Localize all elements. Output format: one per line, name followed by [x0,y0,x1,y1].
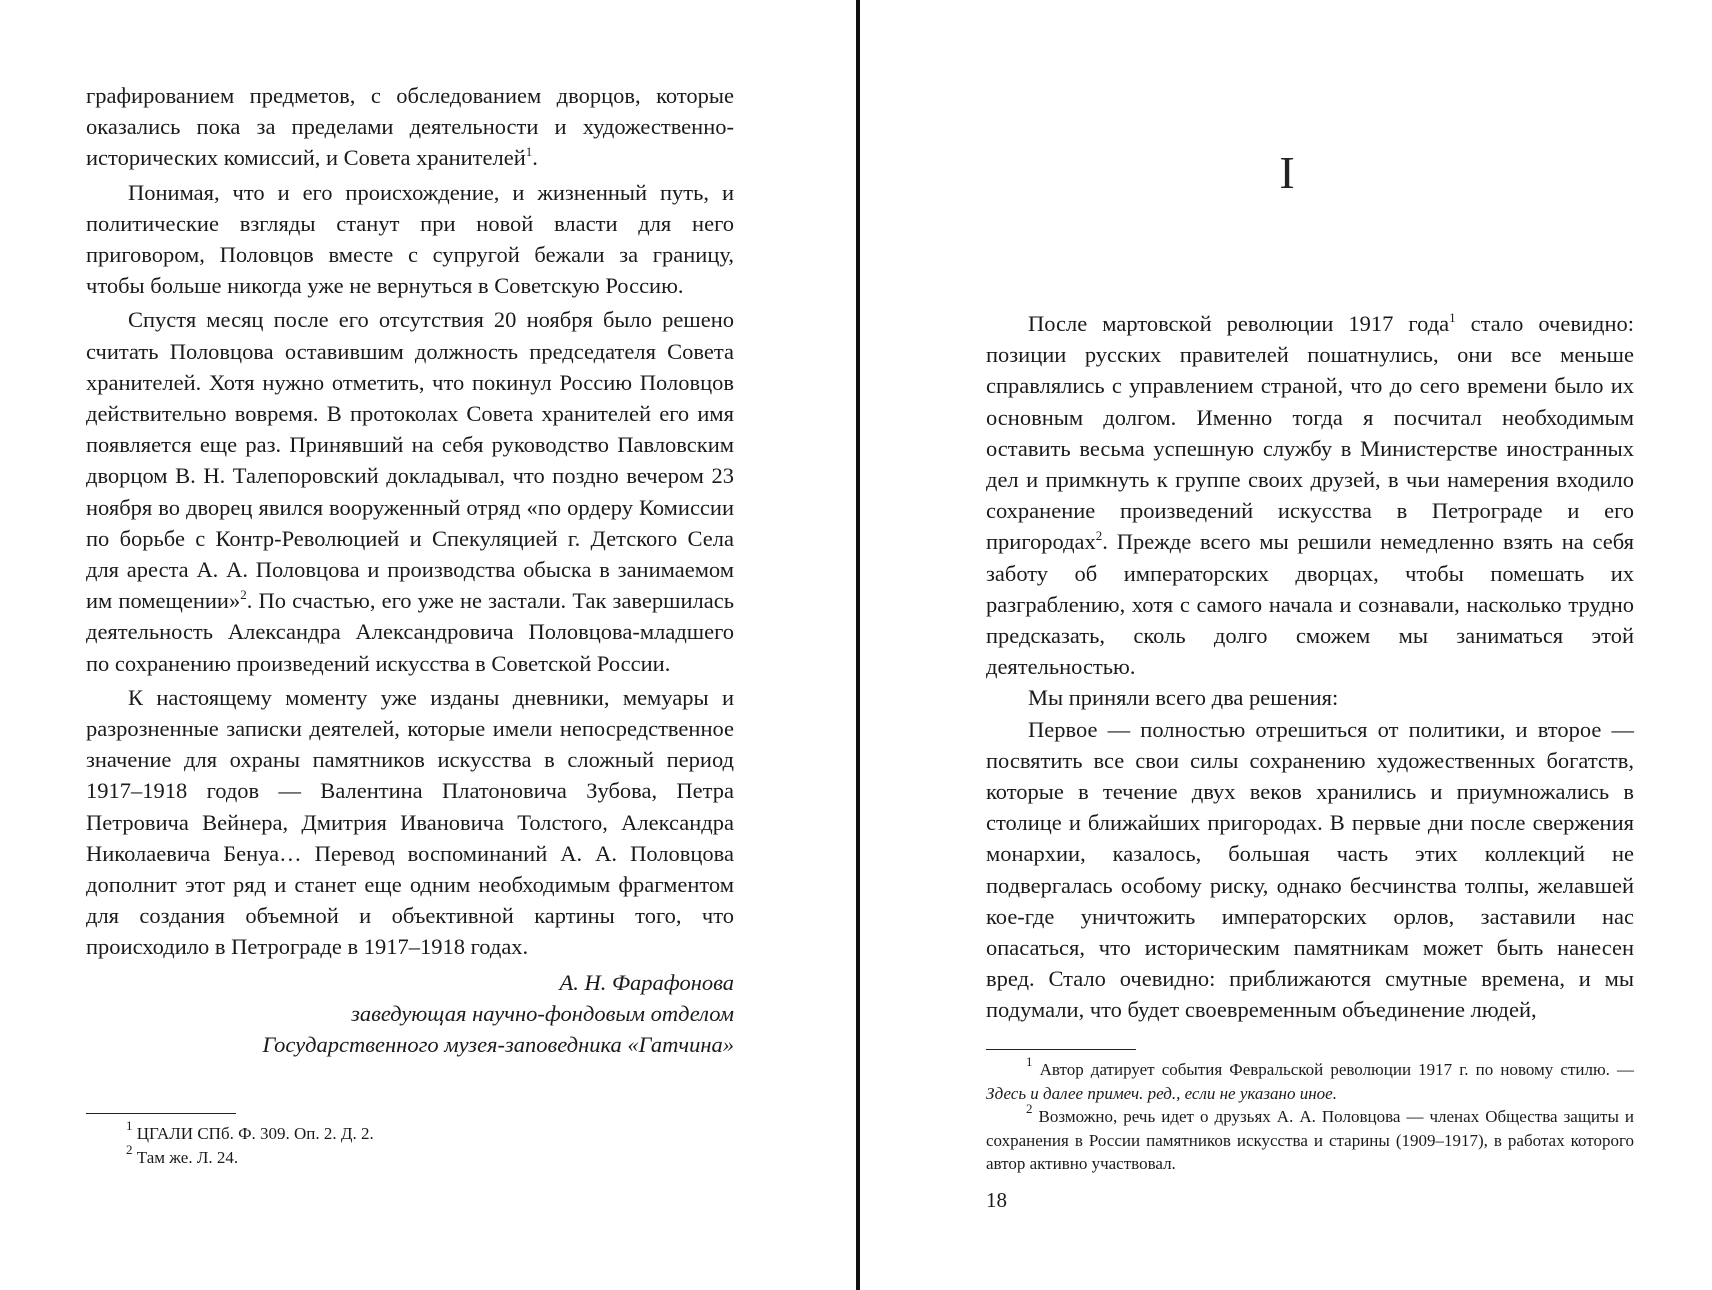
footnote-ref-2: 2 [240,587,247,603]
signature-institution: Государственного музея-заповедника «Гатчина» [262,1032,734,1058]
footnote-ref-1: 1 [1449,310,1456,325]
signature-block [86,967,734,1061]
signature-name: А. Н. Фарафонова [559,969,734,995]
footnote-ref-2: 2 [1095,528,1103,544]
left-paragraph-1: графированием предметов, с обследованием дворцов, которые оказались пока за пределами деятельности и художественно-исторических комиссий, и Совета хранителей$^1$. [86,83,734,171]
left-text-column [86,80,734,1060]
right-paragraph-3: Первое — полностью отрешиться от политики, и второе — посвятить все свои силы сохранению художественных богатств, которые в течение двух веков хранились и приумножались в столице и ближайших пригородах. В первые дни после свержения монархии, казалось, большая часть этих коллекций не подвергалась особому риску, однако бесчинства толпы, желавшей кое-где уничтожить императорских орлов, заставили нас опасаться, что историческим памятникам может быть нанесен вред. Стало очевидно: приближаются смутные времена, и мы подумали, что будет своевременным объединение людей, [986,716,1634,1023]
signature-position: заведующая научно-фондовым отделом [351,1000,734,1026]
footnote: $^1$ ЦГАЛИ СПб. Ф. 309. Оп. 2. Д. 2. [126,1118,374,1143]
right-page [862,0,1712,1290]
left-paragraph-4: К настоящему моменту уже изданы дневники, мемуары и разрозненные записки деятелей, которые имели непосредственное значение для охраны памятников искусства в сложный период 1917–1918 годов — Валентина Платоновича Зубова, Петра Петровича Вейнера, Дмитрия Ивановича Толстого, Александра Николаевича Бенуа… Перевод воспоминаний А. А. Половцова дополнит этот ряд и станет еще одним необходимым фрагментом для создания объемной и объективной картины того, что происходило в Петрограде в 1917–1918 годах. [86,684,734,960]
footnote-ref-1: 1 [525,144,533,160]
left-paragraph-2: Понимая, что и его происхождение, и жизненный путь, и политические взгляды станут при новой власти для него приговором, Половцов вместе с супругой бежали за границу, чтобы больше никогда уже не вернуться в Советскую Россию. [86,179,734,299]
right-paragraph-1: После мартовской революции 1917 года$^1$ стало очевидно: позиции русских правителей пошатнулись, они все меньше справлялись с управлением страной, что до сего времени было их основным долгом. Именно тогда я посчитал необходимым оставить весьма успешную службу в Министерстве иностранных дел и примкнуть к группе своих друзей, в чьи намерения входило сохранение произведений искусства в Петрограде и его пригородах$^2$. Прежде всего мы решили немедленно взять на себя заботу об императорских дворцах, чтобы помешать их разграблению, хотя с самого начала и сознавали, насколько трудно предсказать, сколь долго сможем мы заниматься этой деятельностью. [986,310,1634,680]
right-paragraph-2: Мы приняли всего два решения: [1028,685,1339,711]
footnote-rule [86,1113,236,1114]
footnote: $^2$ Там же. Л. 24. [126,1142,239,1167]
left-footnotes [86,1118,734,1170]
left-paragraph-3: Спустя месяц после его отсутствия 20 ноября было решено считать Половцова оставившим должность председателя Совета хранителей. Хотя нужно отметить, что покинул Россию Половцов действительно вовремя. В протоколах Совета хранителей его имя появляется еще раз. Принявший на себя руководство Павловским дворцом В. Н. Талепоровский докладывал, что поздно вечером 23 ноября во дворец явился вооруженный отряд «по ордеру Комиссии по борьбе с Контр-Революцией и Спекуляцией г. Детского Села для ареста А. А. Половцова и производства обыска в занимаемом им помещении»$^2$. По счастью, его уже не застали. Так завершилась деятельность Александра Александровича Половцова-младшего по сохранению произведений искусства в Советской России. [86,307,734,676]
page-number: 18 [986,1188,1007,1212]
footnote: $^2$ Возможно, речь идет о друзьях А. А. Половцова — членах Общества защиты и сохранения в России памятников искусства и старины (1909–1917), в работах которого автор активно участвовал. [986,1101,1634,1173]
footnote-rule [986,1049,1136,1050]
right-text-column [986,308,1634,1026]
book-spine-divider [856,0,860,1290]
right-footnotes [986,1054,1635,1176]
footnote: $^1$ Автор датирует события Февральской революции 1917 г. по новому стилю. — Здесь и далее примеч. ред., если не указано иное. [986,1054,1635,1103]
chapter-number: I [1279,147,1295,198]
